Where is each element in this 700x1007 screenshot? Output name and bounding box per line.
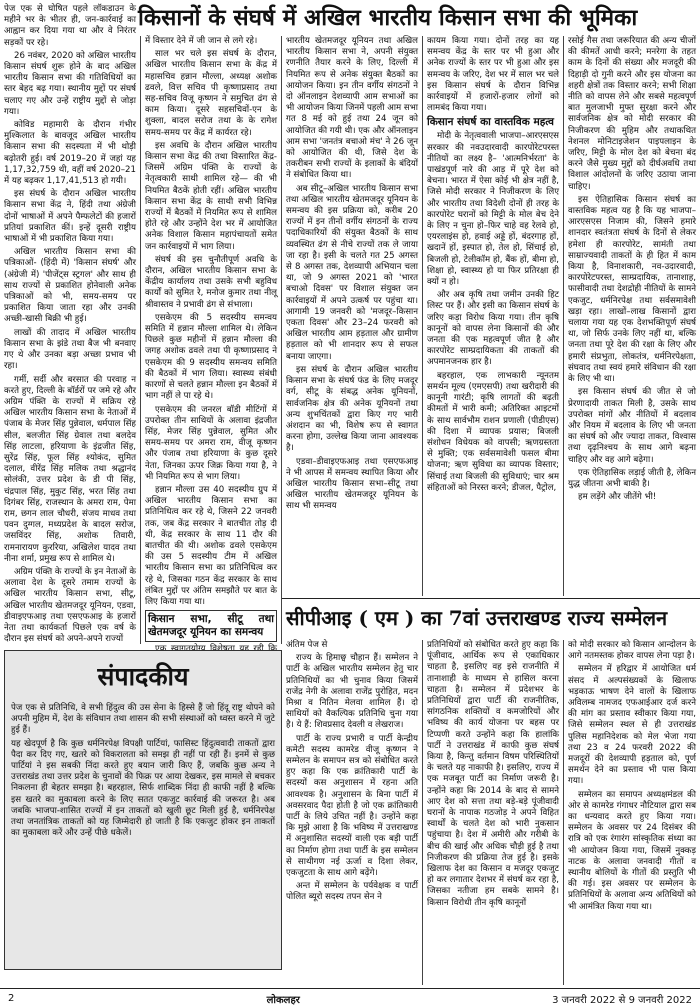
column-4-para: कायम किया गया। दोनों तरह का यह समन्वय केंद्र के स्तर पर भी हुआ और अनेक राज्यों के स्तर पर भी हुआ और इस समन्वय के जरिए, देश भर में साल भर चले इस किसान संघर्ष के दौरान विभिन्न कार्रवाइयों में हजारों-हजार लोगों को लामबंद किया गया। <box>427 36 559 114</box>
column-1-para: अखिल भारतीय किसान सभा की पत्रिकाओं- (हिंदी में) 'किसान संघर्ष' और (अंग्रेजी में) 'पीजेंट्स स्ट्रगल' और साथ ही साथ राज्यों से प्रकाशित होनेवाली अनेक पत्रिकाओं को भी, समय-समय पर प्रकाशित किया जाता रहा और उनकी अच्छी-खासी बिक्री भी हुई। <box>4 247 136 325</box>
column-5-para: इस ऐतिहासिक किसान संघर्ष का वास्तविक महत्व यह है कि यह भाजपा–आरएसएस निजाम की, जिसने हमारे शानदार स्वतंत्रता संघर्ष के दिनों से लेकर हमेशा ही कारपोरेट, सामंती तथा साम्राज्यवादी ताकतों के ही हित में काम किया है, विनाशकारी, नव-उदारवादी, कारपोरेटपरस्त, साम्प्रदायिक, तानाशाह, फासीवादी तथा देशद्रोही नीतियों के सामने एकजुट, धर्मनिरपेक्ष तथा सर्वसमावेशी खड़ा रहा। लाखों–लाख किसानों द्वारा चलाया गया यह एक देशभक्तिपूर्ण संघर्ष था, जो सिर्फ उनके लिए नहीं था, बल्कि जनता तथा पूरे देश की रक्षा के लिए और हमारी संप्रभुता, लोकतंत्र, धर्मनिरपेक्षता, संघवाद तथा स्वयं हमारे संविधान की रक्षा के लिए भी था। <box>568 194 696 385</box>
column-1-para: 26 नवंबर, 2020 को अखिल भारतीय किसान संघर्ष शुरू होने के बाद अखिल भारतीय किसान सभा की गतिविधियों का स्तर बेहद बढ़ गया। स्थानीय मुद्दों पर संघर्ष चलाए गए और उन्हें राष्ट्रीय मुद्दों से जोड़ा गया। <box>4 50 136 117</box>
column-1-para: लाखों की तादाद में अखिल भारतीय किसान सभा के झंडे तथा बैज भी बनवाए गए थे और उनका बड़ा अच्छा प्रभाव भी रहा। <box>4 327 136 372</box>
editorial-box <box>4 650 282 970</box>
section-subheading: किसान संघर्ष का वास्तविक महत्व <box>427 116 554 129</box>
column-2 <box>141 36 281 640</box>
column-3-para: अब सीटू–अखिल भारतीय किसान सभा तथा अखिल भारतीय खेतमजदूर यूनियन के समन्वय की इस प्रक्रिया को, करीब 20 राज्यों में इन तीनों वर्गीय संगठनों के राज्य पदाधिकारियों की संयुक्त बैठकों के साथ व्यवस्थित ढंग से नीचे राज्यों तक ले जाया जा रहा है। इसी के चलते गत 25 अगस्त से 8 अगस्त तक, देशव्यापी अभियान चला था, जो 9 अगस्त 2021 को 'भारत बचाओ दिवस' पर विशाल संयुक्त जन कार्रवाइयों में अपने उत्कर्ष पर पहुंचा था। आगामी 19 जनवरी को 'मजदूर–किसान एकता दिवस' और 23–24 फरवरी को अखिल भारतीय आम हड़ताल और ग्रामीण हड़ताल को भी शानदार रूप से सफल बनाया जाएगा। <box>286 183 418 362</box>
column-1 <box>0 4 140 644</box>
story2-column-3 <box>564 640 700 985</box>
column-2-para: में विस्तार देने में जी जान से लगे रहे। <box>145 36 258 46</box>
second-headline: सीपीआइ ( एम ) का 7वां उत्तराखण्ड राज्य सम्मेलन <box>286 606 668 630</box>
column-3-para: इस संघर्ष के दौरान अखिल भारतीय किसान सभा के संघर्ष फंड के लिए मजदूर वर्ग, सीटू के संबद्ध अनेक यूनियनों, सार्वजनिक क्षेत्र की अनेक यूनियनों तथा अन्य शुभचिंतकों द्वारा किए गए भारी अंशदान का भी, विशेष रूप से स्वागत करना होगा, उल्लेख किया जाना आवश्यक है। <box>286 364 418 454</box>
column-5 <box>564 36 700 596</box>
story2-column-1 <box>282 640 422 985</box>
column-2-para: संघर्ष की इस चुनौतीपूर्ण अवधि के दौरान, अखिल भारतीय किसान सभा के केंद्रीय कार्यालय तथा उसके सभी बहुविध कार्यों को सुमित रे, मनोज कुमार तथा नीलू श्रीवास्तव ने प्रभावी ढंग से संभाला। <box>145 254 277 310</box>
column-5-para: इस किसान संघर्ष की जीत से जो प्रेरणादायी ताकत मिली है, उसके साथ उपरोक्त मांगों और नीतियों में बदलाव और नियम में बदलाव के लिए भी जनता का संघर्ष को और ज्यादा ताकत, विश्वास तथा दृढ़निश्चय के साथ आगे बढ़ना चाहिए और वह आगे बढ़ेगा। <box>568 387 696 465</box>
story2-column-2 <box>423 640 563 985</box>
column-4-para: और अब कृषि तथा जमीन उनकी हिट लिस्ट पर हैं। और इसी का किसान संघर्ष के जरिए कड़ा विरोध किया गया। तीन कृषि कानूनों को वापस लेना किसानों की और जनता की एक महत्वपूर्ण जीत है और कारपोरेट साम्प्रदायिकता की ताकतों की अपमानजनक हार है। <box>427 290 559 368</box>
story2-para: सम्मेलन का समापन अध्यक्षमंडल की ओर से कामरेड गंगाधर नौटियाल द्वारा सब का धन्यवाद करते हुए किया गया। सम्मेलन के अवसर पर 24 दिसंबर की रात्रि को एक रंगारंग सांस्कृतिक संध्या का भी आयोजन किया गया, जिसमें नुक्कड़ नाटक के अलावा जनवादी गीतों व स्थानीय बोलियों के गीतों की प्रस्तुति भी की गई। इस अवसर पर सम्मेलन के प्रतिनिधियों के अलावा अन्य अतिथियों को भी आमंत्रित किया गया था। <box>568 789 696 912</box>
editorial-para: यह खेदपूर्ण है कि कुछ धर्मनिरपेक्ष विपक्षी पार्टियां, फासिस्ट हिंदुत्ववादी ताकतों द्वारा पैदा कर दिए गए, खतरे को विकरालता को समझ ही नहीं पा रही हैं। इनमें से कुछ पार्टियां ने इस सबकी निंदा करते हुए बयान जारी किए हैं, जबकि कुछ अन्य ने उत्तराखंड तथा उत्तर प्रदेश के चुनावों की फिक्र पर आया देखकर, इस मामले से बचकर निकलना ही बेहतर समझा है। बहरहाल, सिर्फ शाब्दिक निंदा ही काफी नहीं है बल्कि इस खतरे का मुकाबला करने के लिए सतत एकजुट कार्रवाई की जरूरत है। अब जबकि भाजपा-शासित राज्यों में इन ताकतों को खुली छूट मिली हुई है, धर्मनिरपेक्ष तथा जनतांत्रिक ताकतों को यह जिम्मेदारी हो जाती है कि एकजुट होकर इन ताकतों का मुकाबला करें और उन्हें पीछे धकेलें। <box>11 738 275 839</box>
column-1-para: पेज एक से घोषित पहले लॉकडाउन के महीने भर के भीतर ही, जन-कार्रवाई का आह्वान कर दिया गया था और वे निरंतर सड़कों पर रहे। <box>4 4 136 48</box>
column-1-para: कोविड महामारी के दौरान गंभीर मुश्किलात के बावजूद अखिल भारतीय किसान सभा की सदस्यता में भी थोड़ी बढ़ोतरी हुई। वर्ष 2019–20 में जहां यह 1,17,32,759 थी, वहीं वर्ष 2020–21 में यह बढ़कर 1,17,41,513 हो गयी। <box>4 120 136 187</box>
footer-rule <box>0 988 700 989</box>
column-5-para: हम लड़ेंगे और जीतेंगे भी! <box>578 492 657 503</box>
story2-para: राज्य के हिमाछ्व चौहान हैं। सम्मेलन ने पार्टी के अखिल भारतीय सम्मेलन हेतु चार प्रतिनिधियों का भी चुनाव किया जिसमें राजेंद्र नेगी के अलावा राजेंद्र पुरोहित, मदन मिश्रा व नितिन मेलवा शामिल हैं। दो साथियों को वैकल्पिक प्रतिनिधि चुना गया है। ये हैं: शिवप्रसाद देवली व लेखराज। <box>286 653 418 731</box>
story2-para: अंतिम पेज से <box>286 640 328 650</box>
story2-para: प्रतिनिधियों को संबोधित करते हुए कहा कि पूंजीवाद, आर्थिक रूप से एकाधिकार चाहता है, इसलिए वह इसे राजनीति में तानाशाही के माध्यम से हासिल करना चाहता है। सम्मेलन में प्रदेशभर के प्रतिनिधियों द्वारा पार्टी की राजनीतिक, सांगठनिक शक्तियों व कमजोरियों और भविष्य की कार्य योजना पर बहस पर टिप्पणी करते उन्होंने कहा कि हालांकि पार्टी ने उत्तराखंड में काफी कुछ संघर्ष किया है, किन्तु वर्तमान विषम परिस्थितियों के चलते यह नाकाफी है। इसलिए, राज्य में एक मजबूत पार्टी का निर्माण जरूरी है। उन्होंने कहा कि 2014 के बाद से सामने आए देश को सत्ता तथा बड़े-बड़े पूंजीवादी घरानों के नापाक गठजोड़ ने अपने विहित स्वार्थों के चलते देश को भारी नुकसान पहुंचाया है। देश में अमीरी और गरीबी के बीच की खाई और अधिक चौड़ी हुई है तथा निजीकरण की प्रक्रिया तेज हुई है। इसके खिलाफ देश का किसान व मजदूर एकजुट हो कर लगातार देशभर में संघर्ष कर रहा है, जिसका नतीजा हम सबके सामने है। किसान विरोधी तीन कृषि कानूनों <box>427 640 559 908</box>
column-1-para: इस संघर्ष के दौरान अखिल भारतीय किसान सभा केंद्र ने, हिंदी तथा अंग्रेजी दोनों भाषाओं में अपने पैम्फलेटों की हजारों प्रतियां प्रकाशित कीं। इन्हें दूसरी राष्ट्रीय भाषाओं में भी प्रकाशित किया गया। <box>4 189 136 245</box>
column-5-para: एक ऐतिहासिक लड़ाई जीती है, लेकिन युद्ध जीतना अभी बाकी है। <box>568 467 696 489</box>
main-headline: किसानों के संघर्ष में अखिल भारतीय किसान सभा की भूमिका <box>138 5 638 31</box>
story2-para: सम्मेलन में हरिद्वार में आयोजित धर्म संसद में अल्पसंख्यकों के खिलाफ भड़काऊ भाषण देने वालों के खिलाफ अविलम्ब नामजद एफआईआर दर्ज करने की मांग का प्रस्ताव स्वीकार किया गया, जिसे सम्मेलन स्थल से ही उत्तराखंड पुलिस महानिदेशक को मेल भेजा गया तथा 23 व 24 फरवरी 2022 की मजदूरों की देशव्यापी हड़ताल को, पूर्ण समर्थन देने का प्रस्ताव भी पास किया गया। <box>568 664 696 787</box>
column-2-para: एसकेएम की जनरल बॉडी मीटिंगों में उपरोक्त तीन साथियों के अलावा इंद्रजीत सिंह, मेजर सिंह पुन्नेवाल, सुमित और समय-समय पर अमरा राम, वीजू कृष्णन और पंजाब तथा हरियाणा के कुछ दूसरे नेता, जिनका ऊपर जिक्र किया गया है, ने भी नियमित रूप से भाग लिया। <box>145 404 277 482</box>
column-4-para: मोदी के नेतृत्ववाली भाजपा–आरएसएस सरकार की नवउदारवादी कारपोरेटपरस्त नीतियों का लक्ष्य है– 'आत्मनिर्भरता' के पाखंडपूर्ण नारे की आड़ में पूरे देश को बेचना। भारत में ऐसा कोई भी क्षेत्र नहीं है, जिसे मोदी सरकार ने निजीकरण के लिए और भारतीय तथा विदेशी दोनों ही तरह के कारपोरेट घरानों को मिट्टी के मोल बेच देने के लिए न चुना हो–फिर चाहे वह रेलवे हो, एयरलाइंस हो, हवाई अड्डे हों, बंदरगाह हों, खदानें हों, इस्पात हो, तेल हो, सिंचाई हो, बिजली हो, टेलीकॉम हो, बैंक हों, बीमा हो, शिक्षा हो, स्वास्थ्य हो या फिर प्रतिरक्षा ही क्यों न हो। <box>427 131 559 288</box>
column-1-para: गर्मी, सर्दी और बरसात की परवाह न करते हुए, दिल्ली के बॉर्डरों पर जमे रहे और अग्रिम पंक्ति के राज्यों में सक्रिय रहे अखिल भारतीय किसान सभा के नेताओं में पंजाब के मेजर सिंह पुन्नेवाल, धर्मपाल सिंह सील, बलजीत सिंह ग्रेवाल तथा बलदेव सिंह लाटला, हरियाणा के इंद्रजीत सिंह, सुरेंद्र सिंह, फूल सिंह श्योकंद, सुमित दलाल, वीरेंद्र सिंह मलिक तथा श्रद्धानंद सोलंकी, उत्तर प्रदेश के डी पी सिंह, चंद्रपाल सिंह, मुकुट सिंह, भरत सिंह तथा दिगंबर सिंह, राजस्थान के अमरा राम, पेमा राम, छगन लाल चौधरी, संजय माधव तथा पवन दुग्गल, मध्यप्रदेश के बादल सरोज, जसविंदर सिंह, अशोक तिवारी, रामनारायण कुररिया, अखिलेश यादव तथा नीना शर्मा, प्रमुख रूप से शामिल थे। <box>4 374 136 564</box>
editorial-title: संपादकीय <box>97 662 189 691</box>
column-5-para: रसोई गैस तथा जरूरियात की अन्य चीजों की कीमतें आधी करने; मनरेगा के तहत काम के दिनों की संख्या और मजदूरी की दिहाड़ी दो गुनी करने और इस योजना का शहरी क्षेत्रों तक विस्तार करने; सभी शिक्षा नीति को वापस लेने और सबसे महत्वपूर्ण बात मुलजाभी मुफ्त सुरक्षा करने और सार्वजनिक क्षेत्र को मोदी सरकार की निजीकरण की मुहिम और तथाकथित नेशनल मोनिटाइजेशन पाइपलाइन के जरिए, मिट्टी के मोल देश को बेचना बंद करने जैसे मुख्य मुद्दों को दीर्घअवधि तथा विशाल आंदोलनों के जरिए उठाया जाना चाहिए। <box>568 36 696 192</box>
column-3 <box>282 36 422 596</box>
column-3-para: एडवा–डीवाइएफआइ तथा एसएफआइ ने भी आपस में समन्वय स्थापित किया और अखिल भारतीय किसान सभा–सीटू तथा अखिल भारतीय खेतमजदूर यूनियन के साथ भी समन्वय <box>286 456 418 512</box>
editorial-body <box>5 703 281 969</box>
column-2-para: एसकेएम की 5 सदस्यीय समन्वय समिति में हन्नान मौल्ला शामिल थे। लेकिन पिछले कुछ महीनों में हन्नान मौल्ला की जगह अशोक ढवले तथा पी कृष्णाप्रसाद ने एसकेएम की 9 सदस्यीय समन्वय समिति की बैठकों में भाग लिया। स्वास्थ्य संबंधी कारणों से चलते हन्नान मौल्ला इन बैठकों में भाग नहीं ले पा रहे थे। <box>145 312 277 402</box>
column-3-para: भारतीय खेतमजदूर यूनियन तथा अखिल भारतीय किसान सभा ने, अपनी संयुक्त रणनीति तैयार करने के लिए, दिल्ली में नियमित रूप से अनेक संयुक्त बैठकों का आयोजन किया। इन तीन वर्गीय संगठनों ने दो ऑनलाइन देशव्यापी आम सभाओं का भी आयोजन किया जिनमें पहली आम सभा गत 8 मई को हुई तथा 24 जून को आयोजित की गयी थी। एक और ऑनलाइन आम सभा 'जनतंत्र बचाओ मंच' ने 26 जून को आयोजित की थी, जिसे देश के तकरीबन सभी राज्यों के इलाकों के बंदियों ने संबोधित किया था। <box>286 36 418 181</box>
newspaper-name: लोकलहर <box>266 994 300 1006</box>
section-separator <box>282 598 700 599</box>
issue-date: 3 जनवरी 2022 से 9 जनवरी 2022 <box>552 994 692 1006</box>
column-4 <box>423 36 563 596</box>
story2-para: पार्टी के राज्य प्रभारी व पार्टी केन्द्रीय कमेटी सदस्य कामरेड वीजू कृष्णन ने सम्मेलन के समापन सत्र को संबोधित करते हुए कहा कि एक क्रांतिकारी पार्टी के सदस्यों कस अनुशासन में रहना अति आवश्यक है। अनुशासन के बिना पार्टी में अवसरवाद पैदा होती है जो एक क्रांतिकारी पार्टी के लिये उचित नहीं है। उन्होंने कहा कि मुझे आशा है कि भविष्य में उत्तराखण्ड में अनुशासित सदस्यों वाली एक बड़ी पार्टी का निर्माण होगा तथा पार्टी के इस सम्मेलन से साथीगण नई ऊर्जा व दिशा लेकर, एकजुटता के साथ आगे बढ़ेंगे। <box>286 733 418 879</box>
column-2-para: साल भर चले इस संघर्ष के दौरान, अखिल भारतीय किसान सभा के केंद्र में महासचिव हन्नान मौल्ला, अध्यक्ष अशोक ढवले, वित्त सचिव पी कृष्णाप्रसाद तथा सह-सचिव विजू कृष्णन ने समुचित ढंग से काम किया। दूसरे सहसचिवों-एन के शुक्ला, बादल सरोज तथा के के रागेश समय-समय पर केंद्र में कार्यरत रहे। <box>145 49 277 138</box>
story2-para: अन्त में सम्मेलन के पर्यवेक्षक व पार्टी पोलित ब्यूरो सदस्य तपन सेन ने <box>286 881 418 903</box>
editorial-para: पेज एक से प्रतिनिधि, वे सभी हिंदुत्व की उस सेना के हिस्से हैं जो हिंदू राष्ट्र थोपने को अपनी मुहिम में, देश के संविधान तथा शासन की सभी संस्थाओं को ध्वस्त करने में जुटे हुई हैं। <box>11 703 275 736</box>
page-footer <box>0 990 700 1007</box>
column-2-para: इस अवधि के दौरान अखिल भारतीय किसान सभा केंद्र की तथा विस्तारित केंद्र-जिसमें अग्रिम पंक्ति के राज्यों के नेतृत्वकारी साथी शामिल रहे— की भी नियमित बैठकें होती रहीं। अखिल भारतीय किसान सभा केंद्र के साथी सभी विभिन्न राज्यों में बैठकों में नियमित रूप से शामिल होते रहे और उन्होंने देश भर में आयोजित अनेक विशाल किसान महापंचायतों समेत जन कार्रवाइयों में भाग लिया। <box>145 140 277 252</box>
column-4-para: बहरहाल, एक लाभकारी न्यूनतम समर्थन मूल्य (एमएसपी) तथा खरीदारी की कानूनी गारंटी; कृषि लागतों की बढ़ती कीमतों में भारी कमी; अतिरिक्त आइटमों के साथ सार्वभौम राशन प्रणाली (पीडीएस) की दिशा में व्यापक प्रयास; बिजली संशोधन विधेयक को वापसी; ऋणग्रस्तता से मुक्ति; एक सर्वसमावेशी फसल बीमा योजना; ऋण सुविधा का व्यापक विस्तार; सिंचाई तथा बिजली की सुविधाएं; चार श्रम संहिताओं को निरस्त करने; डीजल, पैट्रोल, <box>427 370 559 493</box>
column-1-para: अग्रिम पंक्ति के राज्यों के इन नेताओं के अलावा देश के दूसरे तमाम राज्यों के अखिल भारतीय किसान सभा, सीटू, अखिल भारतीय खेतमजदूर यूनियन, एडवा, डीवाइएफआइ तथा एसएफआइ के हजारों नेता तथा कार्यकर्ता पिछले एक वर्ष के दौरान इस संघर्ष को अपने-अपने राज्यों <box>4 566 136 645</box>
section-subheading: किसान सभा, सीटू तथा खेतमजदूर यूनियन का समन्वय <box>145 610 277 642</box>
story2-para: को मोदी सरकार को किसान आन्दोलन के आगे नतमस्तक होकर वापस लेना पड़ा है। <box>568 640 696 662</box>
page-number: 2 <box>8 993 15 1004</box>
column-2-para: हन्नान मौल्ला उस 40 सदस्यीय ग्रुप में अखिल भारतीय किसान सभा का प्रतिनिधित्व कर रहे थे, जिसने 22 जनवरी तक, जब केंद्र सरकार ने बातचीत तोड़ दी थी, केंद्र सरकार के साथ 11 दौर की बातचीत की थी। अशोक ढवले एसकेएम की उस 5 सदस्यीय टीम में अखिल भारतीय किसान सभा का प्रतिनिधित्व कर रहे थे, जिसका गठन केंद्र सरकार के साथ लंबित मुद्दों पर अंतिम समझौते पर बात के लिए किया गया था। <box>145 484 277 607</box>
